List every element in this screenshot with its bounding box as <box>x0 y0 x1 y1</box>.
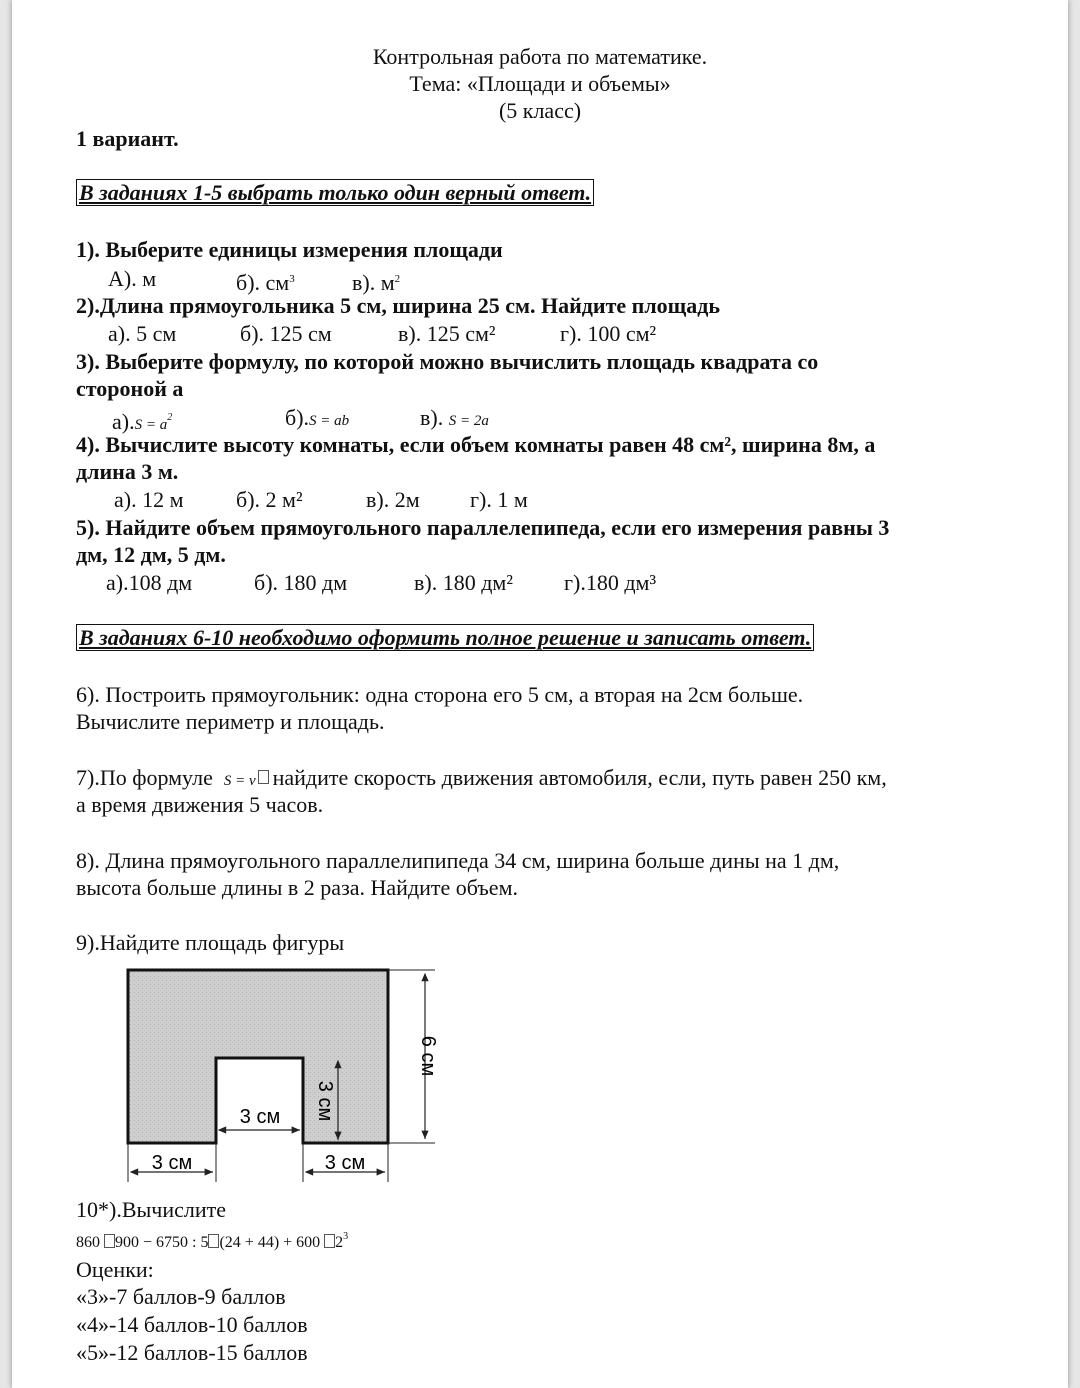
q9-figure <box>110 960 450 1185</box>
q1-option-c: в). $м^2$ <box>352 270 401 295</box>
question-7-line1: 7).По формуле S = v найдите скорость движения автомобиля, если, путь равен 250 км, <box>76 765 887 790</box>
grade-4: «4»-14 баллов-10 баллов <box>76 1312 308 1337</box>
question-9: 9).Найдите площадь фигуры <box>76 930 345 955</box>
grade-5: «5»-12 баллов-15 баллов <box>76 1340 308 1365</box>
question-3-line1: 3). Выберите формулу, по которой можно вычислить площадь квадрата со <box>76 349 819 374</box>
q4-option-a: а). 12 м <box>114 487 184 512</box>
section2-instruction-box <box>76 625 814 651</box>
grades-title: Оценки: <box>76 1257 154 1282</box>
question-4-line1: 4). Вычислите высоту комнаты, если объем комнаты равен 48 см², ширина 8м, а <box>76 432 876 457</box>
doc-title: Контрольная работа по математике. <box>372 44 708 69</box>
question-6-line2: Вычислите периметр и площадь. <box>76 709 385 734</box>
q1-option-a: А). м <box>108 266 157 291</box>
q2-option-a: а). 5 см <box>108 321 177 346</box>
q5-option-c: в). 180 дм² <box>414 570 513 595</box>
q9-label-right: 3 см <box>324 1152 366 1174</box>
question-5-line2: дм, 12 дм, 5 дм. <box>76 542 226 567</box>
doc-topic: Тема: «Площади и объемы» <box>409 71 671 96</box>
q2-option-d: г). 100 см² <box>560 321 657 346</box>
q2-option-b: б). 125 см <box>240 321 332 346</box>
grade-3: «3»-7 баллов-9 баллов <box>76 1284 286 1309</box>
q4-option-d: г). 1 м <box>470 487 528 512</box>
q9-label-height: 6 см <box>417 1035 439 1077</box>
section1-instruction: В заданиях 1-5 выбрать только один верный ответ. <box>76 179 594 206</box>
q3-option-c: в). S = 2a <box>420 405 489 430</box>
question-10: 10*).Вычислите <box>76 1197 227 1222</box>
expr-placeholder-box-3 <box>324 1234 335 1248</box>
doc-grade: (5 класс) <box>498 98 582 123</box>
question-1: 1). Выберите единицы измерения площади <box>76 237 503 262</box>
q4-option-b: б). 2 м² <box>236 487 303 512</box>
question-3-line2: стороной а <box>76 376 184 401</box>
q5-option-a: а).108 дм <box>106 570 193 595</box>
q4-option-c: в). 2м <box>366 487 420 512</box>
expr-placeholder-box-1 <box>104 1234 115 1248</box>
q9-label-left: 3 см <box>151 1152 193 1174</box>
question-2: 2).Длина прямоугольника 5 см, ширина 25 см. Найдите площадь <box>76 293 721 318</box>
question-8-line2: высота больше длины в 2 раза. Найдите объем. <box>76 875 518 900</box>
q9-label-notch-height: 3 см <box>314 1080 336 1122</box>
q9-label-notch-width: 3 см <box>239 1106 281 1128</box>
question-4-line2: длина 3 м. <box>76 459 179 484</box>
q1-option-b: б). $см^3$ <box>236 270 295 295</box>
section2-instruction: В заданиях 6-10 необходимо оформить полное решение и записать ответ. <box>76 624 814 651</box>
q10-expression: 860 900 − 6750 : 5 (24 + 44) + 600 $2^3$ <box>76 1231 349 1251</box>
q5-option-d: г).180 дм³ <box>564 570 657 595</box>
variant-heading: 1 вариант. <box>76 126 179 151</box>
q5-option-b: б). 180 дм <box>254 570 348 595</box>
q3-option-b: б).S = ab <box>285 405 350 430</box>
question-8-line1: 8). Длина прямоугольного параллелипипеда 34 см, ширина больше дины на 1 дм, <box>76 848 840 873</box>
section1-instruction-box <box>76 180 594 206</box>
q2-option-c: в). 125 см² <box>398 321 496 346</box>
question-5-line1: 5). Найдите объем прямоугольного параллелепипеда, если его измерения равны 3 <box>76 515 890 540</box>
expr-placeholder-box-2 <box>208 1234 219 1248</box>
question-7-line2: а время движения 5 часов. <box>76 792 324 817</box>
formula-placeholder-box <box>258 770 269 784</box>
question-6-line1: 6). Построить прямоугольник: одна сторона его 5 см, а вторая на 2см больше. <box>76 682 804 707</box>
q3-option-a: $а).S = a^2$ <box>112 409 173 434</box>
